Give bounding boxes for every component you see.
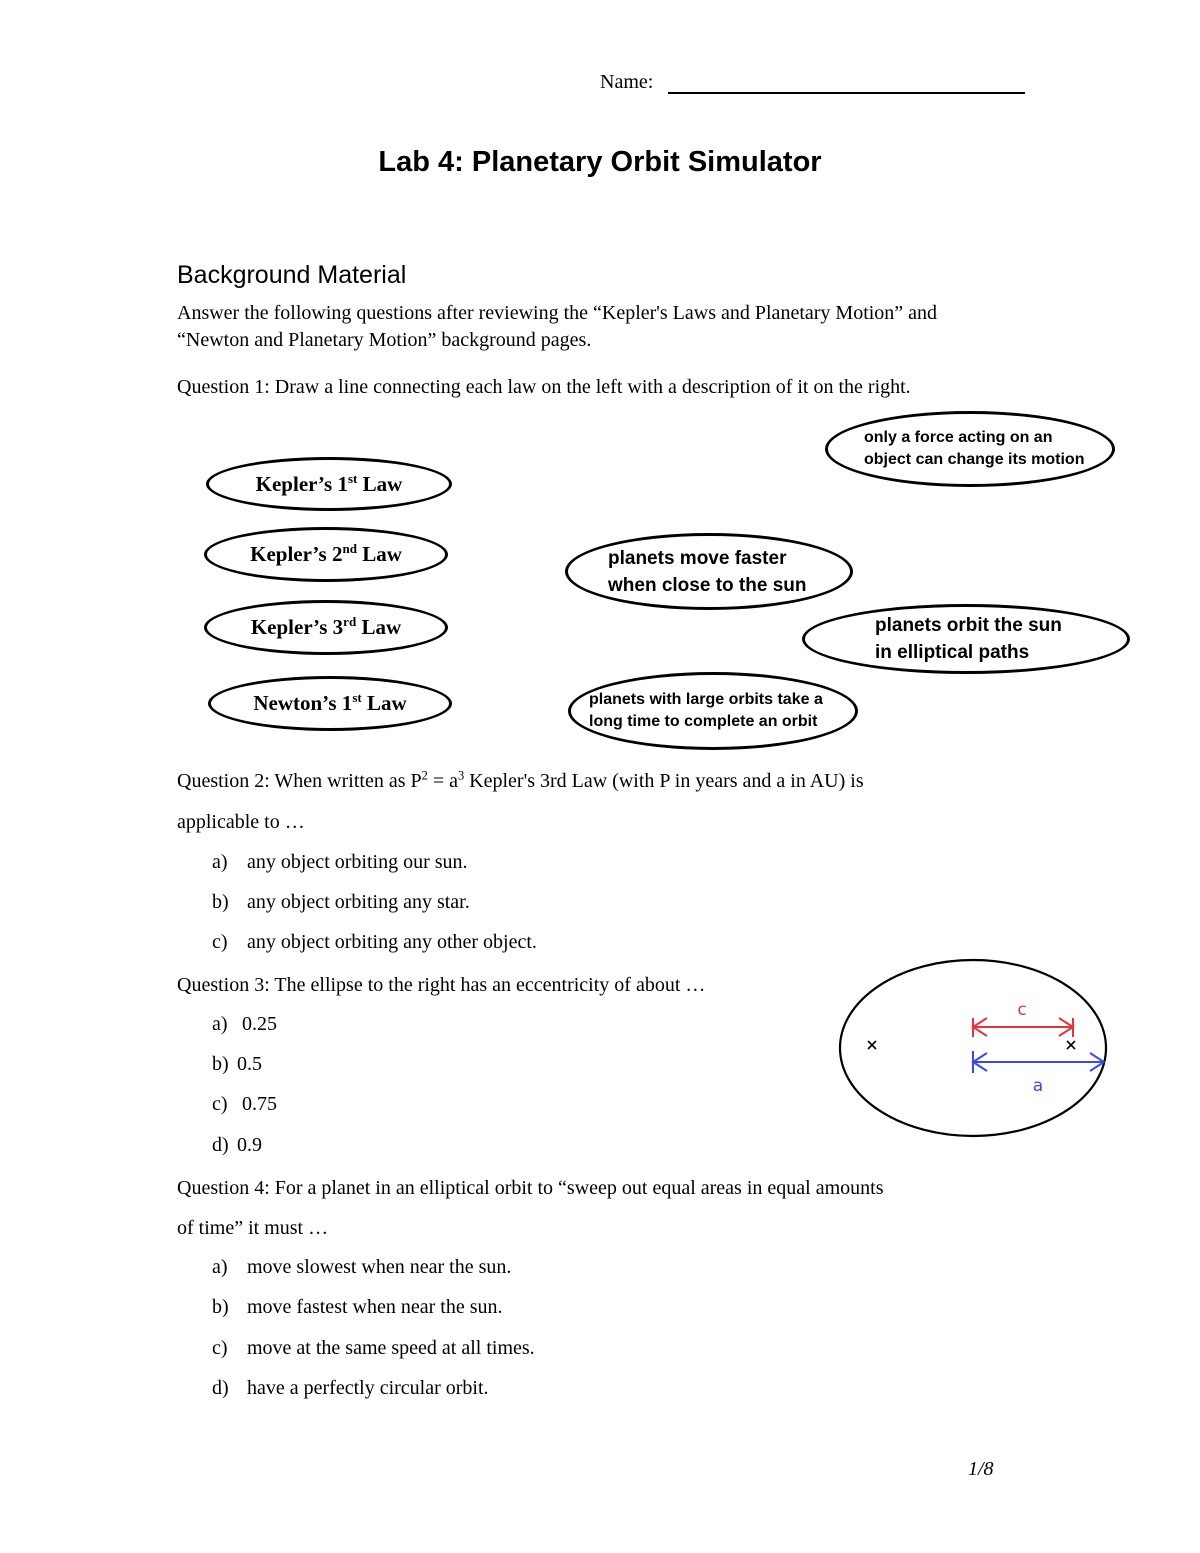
page-number: 1/8 xyxy=(968,1458,994,1480)
description-line: planets move faster xyxy=(608,547,787,569)
law-suffix: Law xyxy=(361,691,407,715)
option-text: any object orbiting our sun. xyxy=(247,851,468,873)
question-3-option-a[interactable] xyxy=(212,1013,277,1036)
option-label: a) xyxy=(212,1256,228,1278)
c-label: c xyxy=(1017,1000,1027,1020)
question-4-option-d[interactable] xyxy=(212,1377,489,1400)
option-label: c) xyxy=(212,931,228,953)
option-text: any object orbiting any other object. xyxy=(247,931,537,953)
description-oval-long-time xyxy=(568,672,858,750)
description-oval-elliptical xyxy=(802,604,1130,674)
law-suffix: Law xyxy=(356,542,402,566)
question-4-option-b[interactable] xyxy=(212,1296,502,1319)
description-line: planets orbit the sun xyxy=(875,615,1062,636)
law-ordinal: st xyxy=(347,470,358,486)
law-oval-kepler-1 xyxy=(206,457,452,511)
law-text: Kepler’s 2 xyxy=(250,542,343,566)
description-oval-force xyxy=(825,411,1115,487)
a-label: a xyxy=(1032,1076,1044,1096)
question-2-exponent: 2 xyxy=(421,768,428,783)
option-label: b) xyxy=(212,1296,229,1318)
option-label: d) xyxy=(212,1134,229,1156)
orbit-ellipse xyxy=(840,960,1106,1136)
law-oval-kepler-2 xyxy=(204,527,448,582)
option-label: c) xyxy=(212,1337,228,1359)
description-oval-faster xyxy=(565,533,853,610)
option-text: move at the same speed at all times. xyxy=(247,1337,535,1359)
question-2-exponent: 3 xyxy=(457,768,465,783)
question-4-option-a[interactable] xyxy=(212,1256,511,1279)
option-text: move slowest when near the sun. xyxy=(247,1256,512,1278)
question-3-option-d[interactable] xyxy=(212,1134,262,1157)
law-oval-kepler-3 xyxy=(204,600,448,655)
option-text: any object orbiting any star. xyxy=(247,891,470,913)
option-label: c) xyxy=(212,1093,228,1115)
question-4-text-line1: Question 4: For a planet in an elliptical orbit to “sweep out equal areas in equal amounts xyxy=(177,1177,884,1199)
law-ordinal: rd xyxy=(343,614,357,629)
name-line xyxy=(668,92,1025,94)
question-4-text-line2: of time” it must … xyxy=(177,1217,329,1239)
page-title: Lab 4: Planetary Orbit Simulator xyxy=(378,146,822,178)
description-line: planets with large orbits take a xyxy=(589,691,823,708)
law-suffix: Law xyxy=(356,615,402,639)
question-1-text: Question 1: Draw a line connecting each law on the left with a description of it on the right. xyxy=(177,376,911,398)
law-ordinal: st xyxy=(352,690,362,705)
section-heading: Background Material xyxy=(177,261,407,289)
c-distance-arrow xyxy=(973,1018,1073,1037)
law-text: Kepler’s 3 xyxy=(250,615,344,639)
description-line: object can change its motion xyxy=(864,451,1085,468)
a-distance-arrow xyxy=(973,1051,1104,1073)
question-2-part: = a xyxy=(427,770,458,792)
question-2-option-a[interactable] xyxy=(212,851,468,874)
description-line: when close to the sun xyxy=(608,574,807,596)
law-text: Newton’s 1 xyxy=(253,691,353,715)
law-ordinal: nd xyxy=(342,541,357,556)
law-text: Kepler’s 1 xyxy=(255,471,348,496)
focus-mark-left xyxy=(868,1041,876,1049)
option-text: 0.75 xyxy=(242,1093,277,1115)
question-2-option-c[interactable] xyxy=(212,931,537,954)
question-4-option-c[interactable] xyxy=(212,1337,535,1360)
description-line: in elliptical paths xyxy=(875,642,1030,663)
question-3-text: Question 3: The ellipse to the right has an eccentricity of about … xyxy=(177,974,706,996)
law-oval-newton-1 xyxy=(208,676,452,731)
question-2-part: Question 2: When written as P xyxy=(177,770,422,792)
name-label: Name: xyxy=(600,71,654,93)
option-label: d) xyxy=(212,1377,229,1399)
focus-mark-right xyxy=(1067,1041,1075,1049)
option-label: b) xyxy=(212,1053,229,1075)
description-line: only a force acting on an xyxy=(864,429,1053,446)
description-line: long time to complete an orbit xyxy=(589,713,818,730)
option-text: 0.25 xyxy=(242,1013,277,1035)
eccentricity-ellipse-diagram xyxy=(836,957,1111,1139)
question-2-part: Kepler's 3rd Law (with P in years and a in AU) is xyxy=(464,770,864,792)
option-label: a) xyxy=(212,1013,228,1035)
question-2-text xyxy=(177,768,1027,795)
intro-text: Answer the following questions after reviewing the “Kepler's Laws and Planetary Motion” and “Newton and Planetary Motion” background pages. xyxy=(177,302,938,351)
question-3-option-b[interactable] xyxy=(212,1053,262,1076)
question-2-option-b[interactable] xyxy=(212,891,470,914)
option-text: move fastest when near the sun. xyxy=(247,1296,503,1318)
option-text: 0.5 xyxy=(237,1053,262,1075)
option-text: have a perfectly circular orbit. xyxy=(247,1377,489,1399)
option-label: b) xyxy=(212,891,229,913)
law-suffix: Law xyxy=(357,471,403,496)
question-3-option-c[interactable] xyxy=(212,1093,277,1116)
option-label: a) xyxy=(212,851,228,873)
question-2-text-line2: applicable to … xyxy=(177,811,305,833)
option-text: 0.9 xyxy=(237,1134,262,1156)
